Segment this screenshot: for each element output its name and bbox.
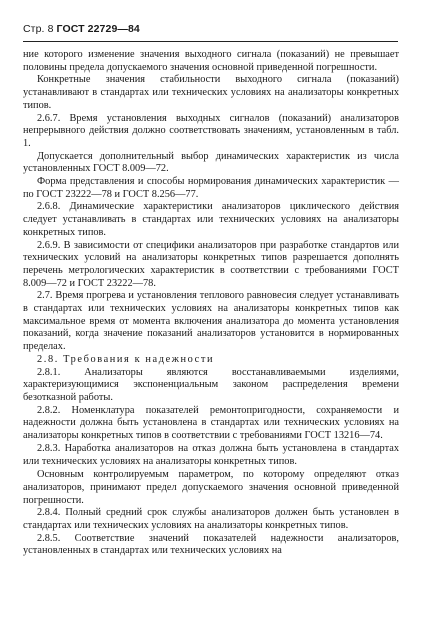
clause-2-6-9: 2.6.9. В зависимости от специфики анализаторов при разработке стандартов или технических условий на анализаторы конкретных типов разрешается дополнять перечень метрологических характеристик в соответствии с требованиями ГОСТ 8.009—72 и ГОСТ 23222—78. xyxy=(23,239,399,289)
document-body xyxy=(23,49,399,558)
clause-2-6-8: 2.6.8. Динамические характеристики анализаторов циклического действия следует устанавливать в стандартах или технических условиях на анализаторы конкретных типов. xyxy=(23,201,399,238)
clause-2-8-5: 2.8.5. Соответствие значений показателей надежности анализаторов, установленных в стандартах или технических условиях на xyxy=(23,532,399,557)
paragraph-dynamic-form: Форма представления и способы нормирования динамических характеристик — по ГОСТ 23222—78 и ГОСТ 8.256—77. xyxy=(23,176,399,200)
header-rule xyxy=(23,41,398,42)
page-header xyxy=(23,23,140,35)
clause-2-7: 2.7. Время прогрева и установления теплового равновесия следует устанавливать в стандартах или технических условиях на анализаторы конкретных типов как максимальное время от момента включения анализатора до момента установления показаний, когда значение показаний анализаторов установится в нормированных пределах. xyxy=(23,290,399,353)
clause-2-8-1: 2.8.1. Анализаторы являются восстанавливаемыми изделиями, характеризующимися экспоненциальным законом распределения времени безотказной работы. xyxy=(23,366,399,403)
clause-2-6-7: 2.6.7. Время установления выходных сигналов (показаний) анализаторов непрерывного действия должно соответствовать значениям, установленным в табл. 1. xyxy=(23,112,399,149)
paragraph-dynamic-choice: Допускается дополнительный выбор динамических характеристик из числа установленных ГОСТ 8.009—72. xyxy=(23,150,399,175)
clause-2-8-3: 2.8.3. Наработка анализаторов на отказ должна быть установлена в стандартах или технических условиях на анализаторы конкретных типов. xyxy=(23,442,399,467)
paragraph-continuation: ние которого изменение значения выходного сигнала (показаний) не превышает половины предела допускаемого значения основной приведенной погрешности. xyxy=(23,49,399,73)
clause-2-8-4: 2.8.4. Полный средний срок службы анализаторов должен быть установлен в стандартах или технических условиях на анализаторы конкретных типов. xyxy=(23,507,399,532)
page-number: Стр. 8 xyxy=(23,23,54,35)
paragraph-stability: Конкретные значения стабильности выходного сигнала (показаний) устанавливают в стандартах или технических условиях на анализаторы конкретных типов. xyxy=(23,74,399,111)
section-heading-reliability: 2.8. Требования к надежности xyxy=(37,353,215,365)
clause-2-8-2: 2.8.2. Номенклатура показателей ремонтопригодности, сохраняемости и надежности должна быть установлена в стандартах или технических условиях на анализаторы конкретных типов в соответствии с требованиями ГОСТ 13216—74. xyxy=(23,404,399,442)
paragraph-failure-parameter: Основным контролируемым параметром, по которому определяют отказ анализаторов, принимают предел допускаемого значения основной приведенной погрешности. xyxy=(23,469,399,506)
standard-designation: ГОСТ 22729—84 xyxy=(56,23,140,35)
